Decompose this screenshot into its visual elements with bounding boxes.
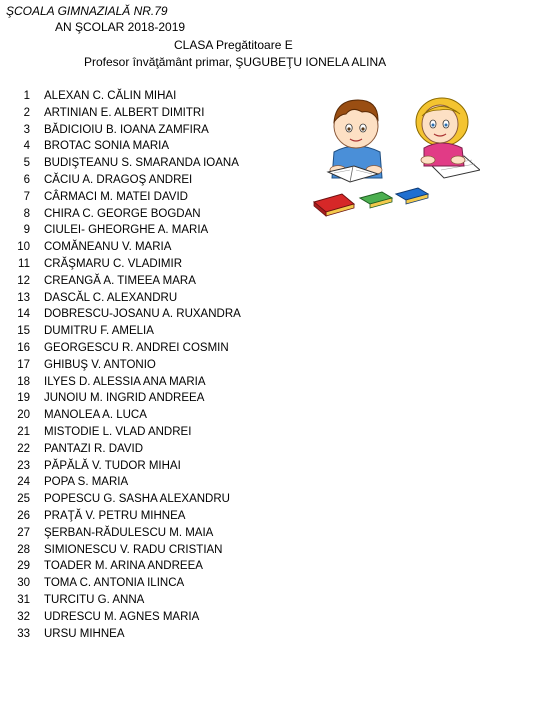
student-row — [0, 256, 300, 273]
student-number: 28 — [17, 543, 30, 556]
student-list — [0, 88, 300, 642]
student-name: BUDIŞTEANU S. SMARANDA IOANA — [44, 157, 239, 170]
student-name: ARTINIAN E. ALBERT DIMITRI — [44, 106, 205, 119]
student-row — [0, 390, 300, 407]
student-number: 6 — [23, 173, 30, 186]
student-row — [0, 441, 300, 458]
student-name: PRAŢĂ V. PETRU MIHNEA — [44, 509, 186, 522]
student-row — [0, 323, 300, 340]
student-row — [0, 273, 300, 290]
student-name: CREANGĂ A. TIMEEA MARA — [44, 274, 196, 287]
student-name: CĂCIU A. DRAGOŞ ANDREI — [44, 173, 193, 186]
student-number: 22 — [17, 442, 30, 455]
student-row — [0, 172, 300, 189]
student-name: DASCĂL C. ALEXANDRU — [44, 291, 178, 304]
student-name: POPESCU G. SASHA ALEXANDRU — [44, 493, 230, 506]
student-name: JUNOIU M. INGRID ANDREEA — [44, 392, 205, 405]
student-number: 27 — [17, 526, 30, 539]
student-number: 33 — [17, 627, 30, 640]
student-number: 9 — [23, 224, 30, 237]
student-name: CRĂŞMARU C. VLADIMIR — [44, 257, 183, 270]
student-row — [0, 206, 300, 223]
student-row — [0, 290, 300, 307]
student-name: PĂPĂLĂ V. TUDOR MIHAI — [44, 459, 181, 472]
student-number: 11 — [18, 257, 30, 270]
student-row — [0, 508, 300, 525]
student-number: 24 — [17, 476, 30, 489]
student-row — [0, 340, 300, 357]
student-row — [0, 357, 300, 374]
student-name: CHIRA C. GEORGE BOGDAN — [44, 207, 201, 220]
student-name: PANTAZI R. DAVID — [44, 442, 144, 455]
student-number: 29 — [17, 560, 30, 573]
student-name: BĂDICIOIU B. IOANA ZAMFIRA — [44, 123, 209, 136]
student-number: 31 — [17, 593, 30, 606]
student-name: DUMITRU F. AMELIA — [44, 325, 154, 338]
student-row — [0, 155, 300, 172]
student-row — [0, 609, 300, 626]
school-year: AN ŞCOLAR 2018-2019 — [55, 20, 186, 34]
student-row — [0, 105, 300, 122]
student-number: 32 — [17, 610, 30, 623]
teacher-label: Profesor învăţământ primar, ŞUGUBEŢU IONELA ALINA — [84, 55, 387, 69]
school-name: ŞCOALA GIMNAZIALĂ NR.79 — [6, 4, 168, 18]
student-row — [0, 88, 300, 105]
class-label: CLASA Pregătitoare E — [174, 38, 293, 52]
student-number: 12 — [17, 274, 30, 287]
student-number: 17 — [17, 358, 30, 371]
student-name: POPA S. MARIA — [44, 476, 129, 489]
student-name: ILYES D. ALESSIA ANA MARIA — [44, 375, 206, 388]
student-name: COMĂNEANU V. MARIA — [44, 241, 172, 254]
student-number: 18 — [17, 375, 30, 388]
student-row — [0, 424, 300, 441]
student-name: TURCITU G. ANNA — [44, 593, 145, 606]
student-row — [0, 491, 300, 508]
student-number: 7 — [23, 190, 30, 203]
student-name: UDRESCU M. AGNES MARIA — [44, 610, 200, 623]
student-name: GHIBUŞ V. ANTONIO — [44, 358, 156, 371]
student-row — [0, 374, 300, 391]
children-reading-books-icon — [312, 86, 480, 222]
student-number: 16 — [17, 341, 30, 354]
student-name: BROTAC SONIA MARIA — [44, 140, 170, 153]
student-name: TOMA C. ANTONIA ILINCA — [44, 577, 185, 590]
student-number: 25 — [17, 493, 30, 506]
student-number: 5 — [23, 157, 30, 170]
student-row — [0, 458, 300, 475]
student-number: 1 — [23, 90, 30, 102]
student-row — [0, 525, 300, 542]
student-row — [0, 474, 300, 491]
student-number: 19 — [17, 392, 30, 405]
student-row — [0, 407, 300, 424]
student-row — [0, 306, 300, 323]
student-number: 4 — [23, 140, 30, 153]
student-number: 21 — [17, 425, 30, 438]
student-name: CÂRMACI M. MATEI DAVID — [44, 190, 188, 203]
student-row — [0, 626, 300, 643]
student-number: 13 — [17, 291, 30, 304]
student-name: SIMIONESCU V. RADU CRISTIAN — [44, 543, 223, 556]
student-name: ŞERBAN-RĂDULESCU M. MAIA — [44, 526, 214, 539]
student-row — [0, 122, 300, 139]
student-row — [0, 558, 300, 575]
student-number: 10 — [17, 241, 30, 254]
student-number: 3 — [23, 123, 30, 136]
student-number: 20 — [17, 409, 30, 422]
student-number: 15 — [17, 325, 30, 338]
student-number: 2 — [23, 106, 30, 119]
student-number: 26 — [17, 509, 30, 522]
student-name: ALEXAN C. CĂLIN MIHAI — [44, 90, 177, 102]
student-name: MISTODIE L. VLAD ANDREI — [44, 425, 192, 438]
student-row — [0, 575, 300, 592]
student-number: 30 — [17, 577, 30, 590]
student-name: DOBRESCU-JOSANU A. RUXANDRA — [44, 308, 241, 321]
student-row — [0, 138, 300, 155]
student-number: 23 — [17, 459, 30, 472]
student-row — [0, 189, 300, 206]
student-name: TOADER M. ARINA ANDREEA — [44, 560, 203, 573]
student-row — [0, 239, 300, 256]
student-number: 8 — [23, 207, 30, 220]
student-row — [0, 222, 300, 239]
student-row — [0, 542, 300, 559]
student-name: GEORGESCU R. ANDREI COSMIN — [44, 341, 229, 354]
student-name: MANOLEA A. LUCA — [44, 409, 147, 422]
student-name: CIULEI- GHEORGHE A. MARIA — [44, 224, 209, 237]
student-name: URSU MIHNEA — [44, 627, 125, 640]
student-row — [0, 592, 300, 609]
student-number: 14 — [17, 308, 30, 321]
